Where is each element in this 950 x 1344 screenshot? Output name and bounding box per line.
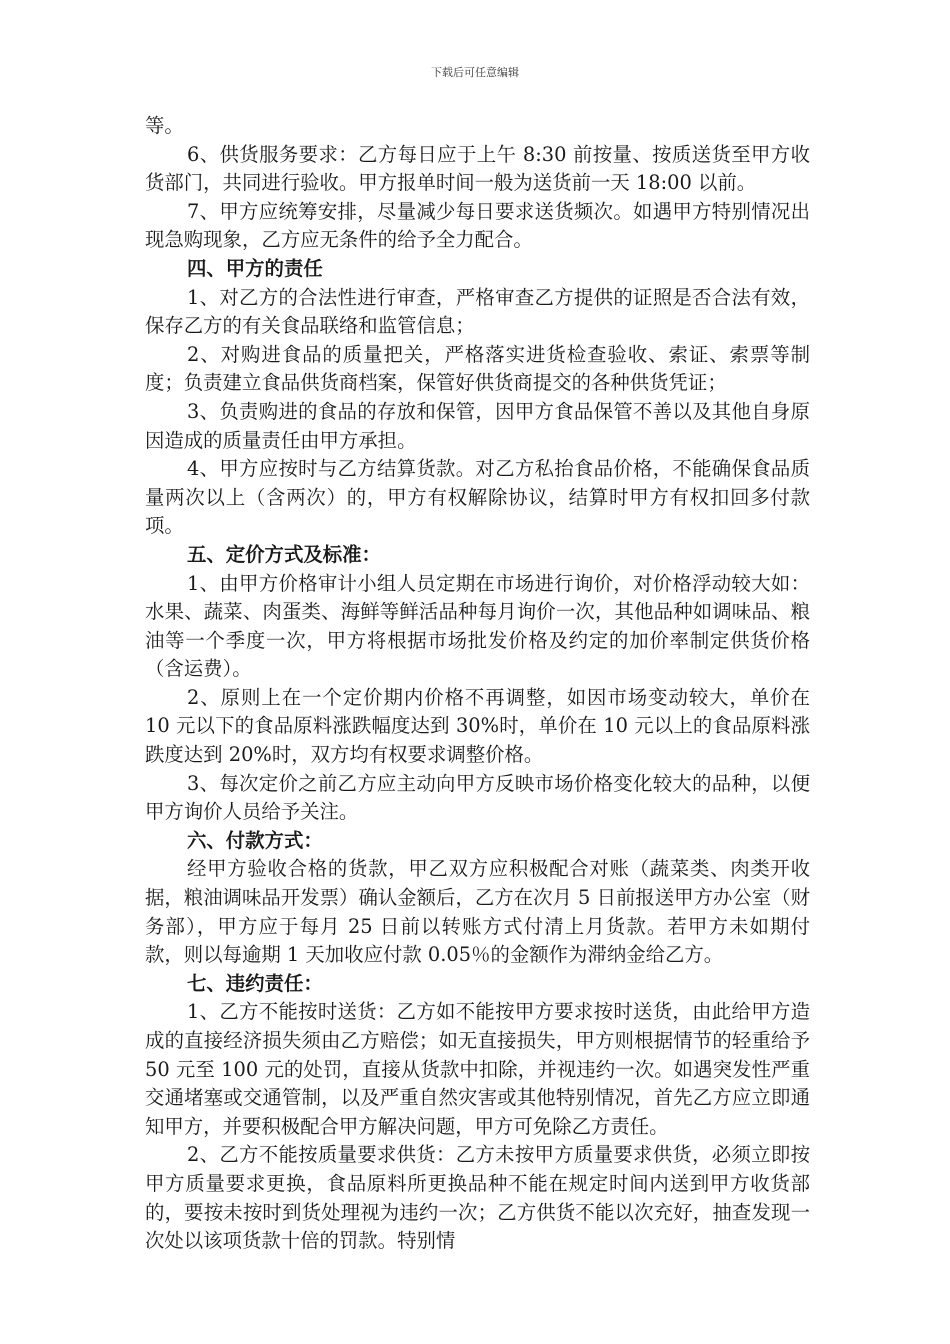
paragraph-settlement: 4、甲方应按时与乙方结算货款。对乙方私抬食品价格，不能确保食品质量两次以上（含两次）的，甲方有权解除协议，结算时甲方有权扣回多付款项。 xyxy=(145,457,810,538)
paragraph-payment-terms: 经甲方验收合格的货款，甲乙双方应积极配合对账（蔬菜类、肉类开收据，粮油调味品开发票）确认金额后，乙方在次月 5 日前报送甲方办公室（财务部），甲方应于每月 25 日前以转账方式付清上月货款。若甲方未如期付款，则以每逾期 1 天加收应付款 0.05％的金额作为滞纳金给乙方。 xyxy=(145,857,810,967)
paragraph-continuation: 等。 xyxy=(145,114,184,137)
paragraph-price-adjustment: 2、原则上在一个定价期内价格不再调整，如因市场变动较大，单价在 10 元以下的食品原料涨跌幅度达到 30%时，单价在 10 元以上的食品原料涨跌度达到 20%时，双方均有权要求调整价格。 xyxy=(145,685,810,767)
document-body xyxy=(145,112,810,1256)
paragraph-price-inquiry: 1、由甲方价格审计小组人员定期在市场进行询价，对价格浮动较大如：水果、蔬菜、肉蛋类、海鲜等鲜活品种每月询价一次，其他品种如调味品、粮油等一个季度一次，甲方将根据市场批发价格及约定的加价率制定供货价格（含运费）。 xyxy=(145,571,810,681)
section-heading-pricing: 五、定价方式及标准： xyxy=(187,542,381,566)
section-heading-payment: 六、付款方式： xyxy=(187,828,323,852)
paragraph-storage: 3、负责购进的食品的存放和保管，因甲方食品保管不善以及其他自身原因造成的质量责任由甲方承担。 xyxy=(145,399,810,452)
section-heading-liability: 七、违约责任： xyxy=(187,971,323,995)
paragraph-quality-control: 2、对购进食品的质量把关，严格落实进货检查验收、索证、索票等制度；负责建立食品供货商档案，保管好供货商提交的各种供货凭证； xyxy=(145,342,810,395)
page-header: 下载后可任意编辑 xyxy=(431,66,519,79)
paragraph-quality-breach: 2、乙方不能按质量要求供货：乙方未按甲方质量要求供货，必须立即按甲方质量要求更换，食品原料所更换品种不能在规定时间内送到甲方收货部的，要按未按时到货处理视为违约一次；乙方供货不能以次充好，抽查发现一次处以该项货款十倍的罚款。特别情 xyxy=(145,1143,810,1253)
paragraph-price-feedback: 3、每次定价之前乙方应主动向甲方反映市场价格变化较大的品种，以便甲方询价人员给予关注。 xyxy=(145,771,810,824)
paragraph-supply-service: 6、供货服务要求：乙方每日应于上午 8:30 前按量、按质送货至甲方收货部门，共同进行验收。甲方报单时间一般为送货前一天 18:00 以前。 xyxy=(145,142,810,195)
paragraph-coordination: 7、甲方应统筹安排，尽量减少每日要求送货频次。如遇甲方特别情况出现急购现象，乙方应无条件的给予全力配合。 xyxy=(145,199,810,252)
paragraph-late-delivery: 1、乙方不能按时送货：乙方如不能按甲方要求按时送货，由此给甲方造成的直接经济损失须由乙方赔偿；如无直接损失，甲方则根据情节的轻重给予 50 元至 100 元的处罚，直接从货款中扣除，并视违约一次。如遇突发性严重交通堵塞或交通管制，以及严重自然灾害或其他特别情况，首先乙方应立即通知甲方，并要积极配合甲方解决问题，甲方可免除乙方责任。 xyxy=(145,1000,810,1138)
paragraph-legality-review: 1、对乙方的合法性进行审查，严格审查乙方提供的证照是否合法有效，保存乙方的有关食品联络和监管信息； xyxy=(145,285,810,338)
section-heading-party-a-duties: 四、甲方的责任 xyxy=(187,256,323,280)
